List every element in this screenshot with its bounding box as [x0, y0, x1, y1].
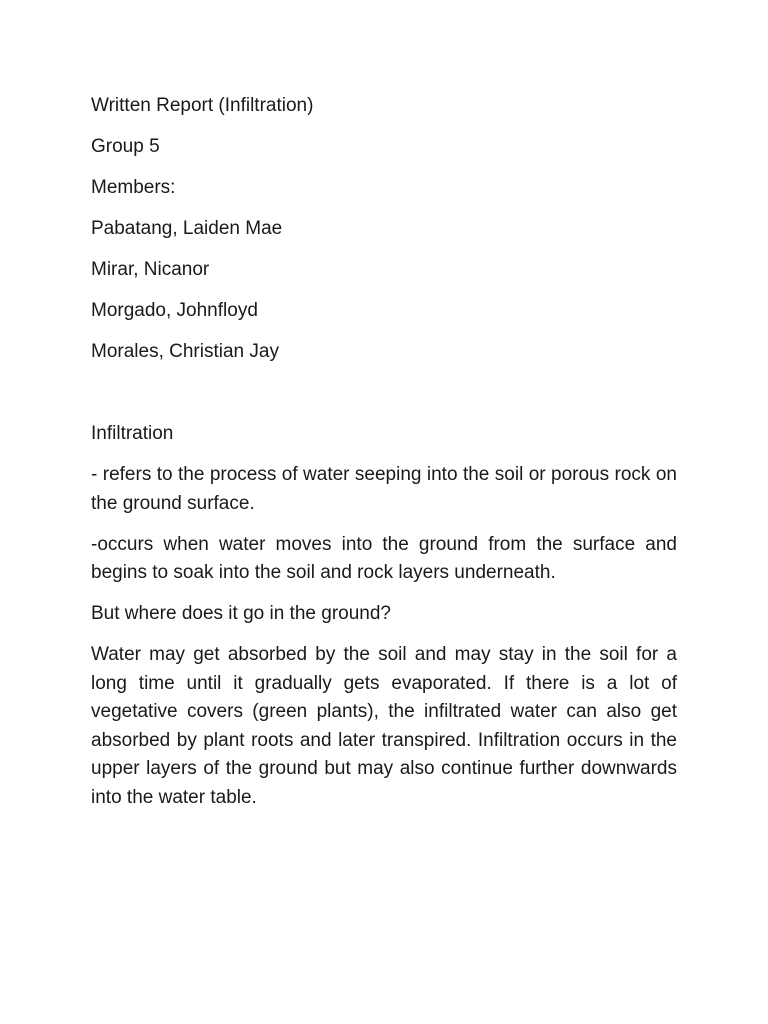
member-name: Morales, Christian Jay — [91, 341, 279, 362]
report-title: Written Report (Infiltration) — [91, 95, 314, 116]
question-line: But where does it go in the ground? — [91, 603, 391, 624]
section-heading: Infiltration — [91, 423, 174, 444]
member-name: Pabatang, Laiden Mae — [91, 218, 283, 239]
members-label: Members: — [91, 177, 176, 198]
definition-paragraph: -occurs when water moves into the ground from the surface and begins to soak into the soil and rock layers underneath. — [91, 533, 677, 583]
definition-paragraph: - refers to the process of water seeping into the soil or porous rock on the ground surface. — [91, 464, 677, 514]
member-name: Mirar, Nicanor — [91, 259, 210, 280]
explanation-paragraph: Water may get absorbed by the soil and may stay in the soil for a long time until it gradually gets evaporated. If there is a lot of vegetative covers (green plants), the infiltrated water can also get absorbed by plant roots and later transpired. Infiltration occurs in the upper layers of the ground but may also continue further downwards into the water table. — [91, 644, 677, 808]
group-label: Group 5 — [91, 136, 160, 157]
document-body — [91, 92, 677, 825]
blank-line — [91, 379, 677, 420]
member-name: Morgado, Johnfloyd — [91, 300, 258, 321]
